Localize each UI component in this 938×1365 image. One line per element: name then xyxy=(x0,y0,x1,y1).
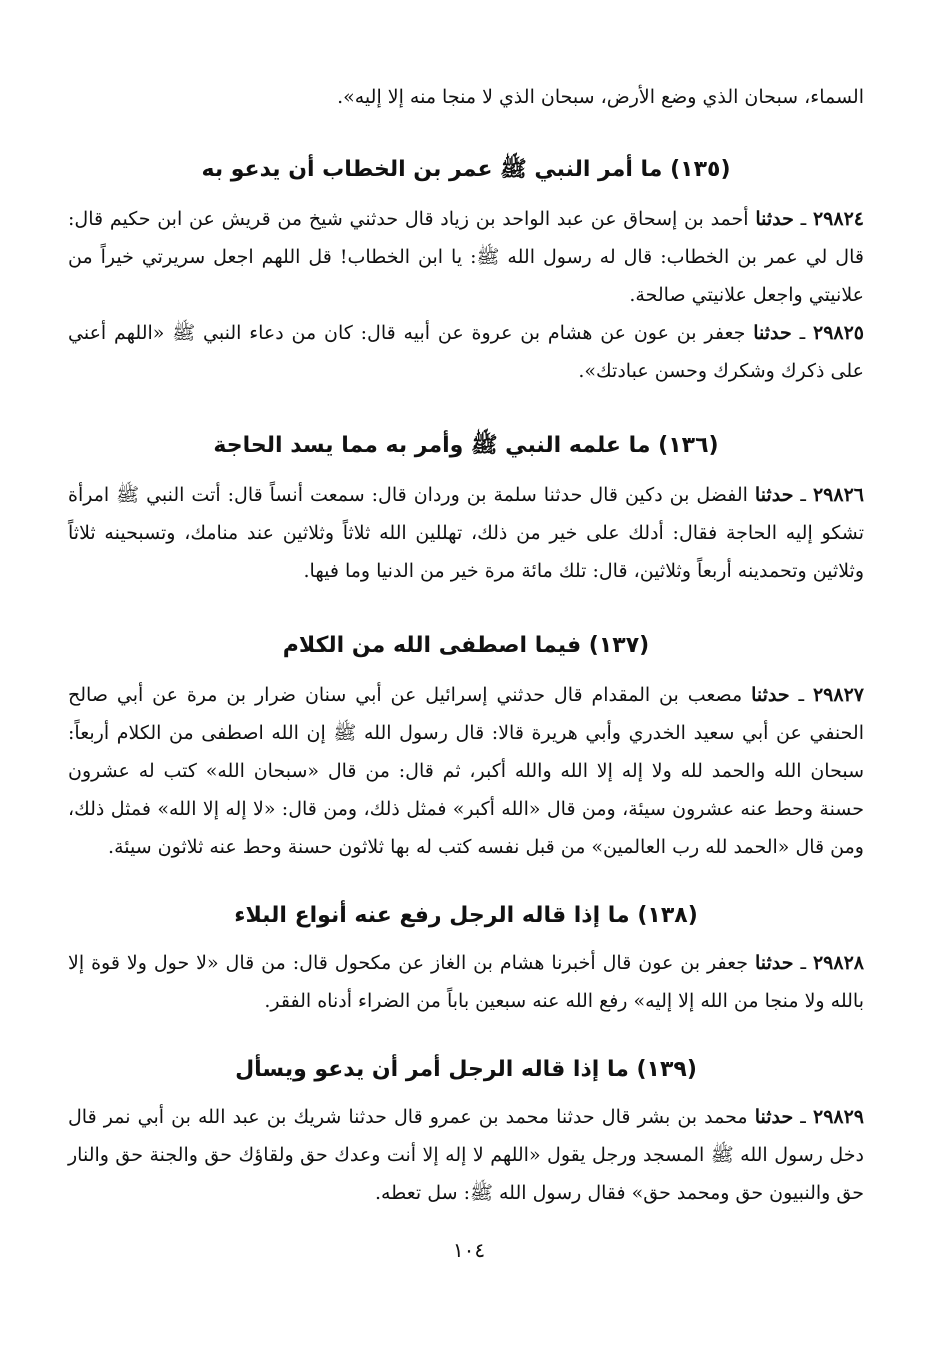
hadith-text: جعفر بن عون عن هشام بن عروة عن أبيه قال: كان من دعاء النبي ﷺ «اللهم أعني على ذكرك وشكرك وحسن عبادتك». xyxy=(68,322,864,382)
hadith-text: محمد بن بشر قال حدثنا محمد بن عمرو قال حدثنا شريك بن عبد الله بن أبي نمر قال دخل رسول الله ﷺ المسجد ورجل يقول «اللهم لا إله إلا أنت وعدك حق ولقاؤك حق والجنة حق والنار حق والنبيون حق ومحمد حق» فقال رسول الله ﷺ: سل تعطه. xyxy=(68,1106,864,1204)
hadith-29828 xyxy=(68,944,864,1020)
hadith-opener: حدثنا xyxy=(755,208,794,230)
page-number: ١٠٤ xyxy=(452,1238,486,1262)
section-heading-139: (١٣٩) ما إذا قاله الرجل أمر أن يدعو ويسأل xyxy=(235,1057,697,1082)
hadith-number: ٢٩٨٢٦ xyxy=(812,484,864,506)
hadith-29827 xyxy=(68,676,864,866)
section-heading-136: (١٣٦) ما علمه النبي ﷺ وأمر به مما يسد الحاجة xyxy=(213,433,719,458)
hadith-opener: حدثنا xyxy=(753,322,792,344)
hadith-opener: حدثنا xyxy=(754,1106,794,1128)
hadith-text: مصعب بن المقدام قال حدثني إسرائيل عن أبي سنان ضرار بن مرة عن أبي صالح الحنفي عن أبي سعيد الخدري وأبي هريرة قالا: قال رسول الله ﷺ إن الله اصطفى من الكلام أربعاً: سبحان الله والحمد لله ولا إله إلا الله والله أكبر، ثم قال: من قال «سبحان الله» كتب له عشرون حسنة وحط عنه عشرون سيئة، ومن قال «الله أكبر» فمثل ذلك، ومن قال: «لا إله إلا الله» فمثل ذلك، ومن قال «الحمد لله رب العالمين» من قبل نفسه كتب له بها ثلاثون حسنة وحط عنه ثلاثون سيئة. xyxy=(68,684,864,858)
hadith-opener: حدثنا xyxy=(751,684,790,706)
hadith-29824 xyxy=(68,200,864,314)
intro-paragraph: السماء، سبحان الذي وضع الأرض، سبحان الذي لا منجا منه إلا إليه». xyxy=(337,86,864,108)
hadith-29826 xyxy=(68,476,864,590)
section-heading-138: (١٣٨) ما إذا قاله الرجل رفع عنه أنواع البلاء xyxy=(234,903,698,928)
hadith-number: ٢٩٨٢٩ xyxy=(812,1106,865,1128)
hadith-number: ٢٩٨٢٨ xyxy=(812,952,864,974)
hadith-opener: حدثنا xyxy=(754,484,794,506)
hadith-number: ٢٩٨٢٤ xyxy=(812,208,864,230)
hadith-29825 xyxy=(68,314,864,390)
hadith-29829 xyxy=(68,1098,864,1212)
hadith-number: ٢٩٨٢٧ xyxy=(812,684,864,706)
hadith-dash: ـ xyxy=(793,952,807,974)
hadith-dash: ـ xyxy=(793,1106,806,1128)
hadith-dash: ـ xyxy=(793,484,806,506)
hadith-dash: ـ xyxy=(791,322,806,344)
hadith-opener: حدثنا xyxy=(754,952,794,974)
section-heading-137: (١٣٧) فيما اصطفى الله من الكلام xyxy=(282,633,650,658)
hadith-number: ٢٩٨٢٥ xyxy=(812,322,865,344)
hadith-text: أحمد بن إسحاق عن عبد الواحد بن زياد قال حدثني شيخ من قريش عن ابن حكيم قال: قال لي عمر بن الخطاب: قال له رسول الله ﷺ: يا ابن الخطاب! قل اللهم اجعل سريرتي خيراً من علانيتي واجعل علانيتي صالحة. xyxy=(68,208,864,306)
page-body xyxy=(68,78,864,1212)
hadith-dash: ـ xyxy=(793,208,807,230)
hadith-dash: ـ xyxy=(789,684,805,706)
hadith-text: الفضل بن دكين قال حدثنا سلمة بن وردان قال: سمعت أنساً قال: أتت النبي ﷺ امرأة تشكو إليه الحاجة فقال: أدلك على خير من ذلك، تهللين الله ثلاثاً وثلاثين عند منامك، وتسبحينه ثلاثاً وثلاثين وتحمدينه أربعاً وثلاثين، قال: تلك مائة مرة خير من الدنيا وما فيها. xyxy=(68,484,864,582)
section-heading-135: (١٣٥) ما أمر النبي ﷺ عمر بن الخطاب أن يدعو به xyxy=(201,157,731,182)
hadith-text: جعفر بن عون قال أخبرنا هشام بن الغاز عن مكحول قال: من قال «لا حول ولا قوة إلا بالله ولا منجا من الله إلا إليه» رفع الله عنه سبعين باباً من الضراء أدناه الفقر. xyxy=(68,952,864,1012)
